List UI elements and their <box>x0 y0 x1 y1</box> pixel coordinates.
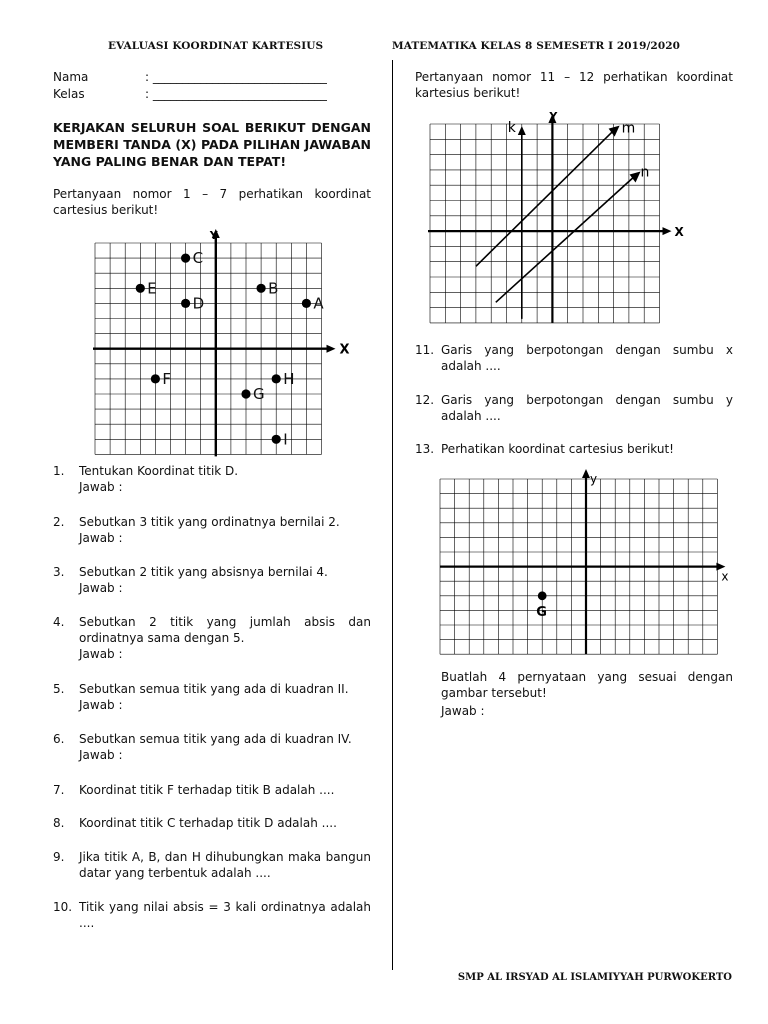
kelas-field[interactable] <box>145 86 327 102</box>
question-number: 7. <box>53 783 65 797</box>
question-number: 10. <box>53 900 73 914</box>
question-number: 6. <box>53 732 65 746</box>
question-number: 1. <box>53 464 65 478</box>
graph-3-point-g <box>538 591 547 600</box>
question-number: 8. <box>53 816 65 830</box>
graph-2-grid <box>430 124 660 323</box>
graph-1-point-i <box>272 435 281 444</box>
graph-2-label-n: n <box>640 164 650 181</box>
graph-2-line-m <box>476 129 616 267</box>
graph-2-line-k-arrow <box>518 126 526 135</box>
graph-2-x-label: X <box>674 225 684 240</box>
graph-1-label-i: I <box>283 430 288 449</box>
nama-blank: _____________________________ <box>152 70 327 84</box>
question-10 <box>53 899 371 931</box>
question-text: Jika titik A, B, dan H dihubungkan maka bangun datar yang terbentuk adalah .... <box>79 850 371 880</box>
question-number: 13. <box>415 442 435 456</box>
question-text: Sebutkan semua titik yang ada di kuadran IV. <box>79 732 352 746</box>
kelas-blank: _____________________________ <box>152 87 327 101</box>
graph-1-label-g: G <box>253 385 265 403</box>
graph-1-label-a: A <box>313 294 324 313</box>
graph-3-y-label: y <box>590 472 598 486</box>
question-8 <box>53 815 371 831</box>
nama-row <box>53 69 88 85</box>
answer-label[interactable]: Jawab : <box>79 647 123 661</box>
question-text: Koordinat titik F terhadap titik B adalah .... <box>79 783 335 797</box>
question-text: Sebutkan 2 titik yang absisnya bernilai 4. <box>79 565 328 579</box>
graph-1-label-e: E <box>147 279 157 298</box>
graph-3-x-label: x <box>721 569 729 584</box>
question-3 <box>53 564 371 596</box>
intro-2: Pertanyaan nomor 11 – 12 perhatikan koordinat kartesius berikut! <box>415 70 733 100</box>
graph-1-x-label: X <box>339 342 350 358</box>
answer-label[interactable]: Jawab : <box>79 531 123 545</box>
nama-label: Nama <box>53 70 89 84</box>
graph-1-point-a <box>302 299 311 308</box>
graph-1 <box>90 225 360 457</box>
question-right-2 <box>415 392 733 424</box>
question-text: Garis yang berpotongan dengan sumbu x adalah .... <box>441 343 733 373</box>
question-number: 4. <box>53 615 65 629</box>
question-number: 5. <box>53 682 65 696</box>
question-text: Titik yang nilai absis = 3 kali ordinatnya adalah .... <box>79 900 371 930</box>
graph-2-label-m: m <box>621 120 636 137</box>
graph-2 <box>425 108 687 330</box>
answer-label[interactable]: Jawab : <box>79 480 123 494</box>
graph-1-point-f <box>151 374 160 383</box>
question-text: Koordinat titik C terhadap titik D adalah .... <box>79 816 337 830</box>
answer-label[interactable]: Jawab : <box>79 748 123 762</box>
graph-1-label-c: C <box>192 249 204 268</box>
question-6 <box>53 731 371 763</box>
question-7 <box>53 782 371 798</box>
graph-1-point-b <box>257 284 266 293</box>
nama-field[interactable] <box>145 69 327 85</box>
graph-1-point-g <box>241 389 250 398</box>
question-4 <box>53 614 371 662</box>
kelas-colon: : <box>145 87 150 101</box>
intro-1: Pertanyaan nomor 1 – 7 perhatikan koordinat cartesius berikut! <box>53 187 371 217</box>
question-5 <box>53 681 371 713</box>
graph-1-label-d: D <box>192 294 205 313</box>
question-text: Tentukan Koordinat titik D. <box>79 464 239 478</box>
graph-2-axes <box>428 114 672 323</box>
graph-1-point-d <box>181 299 190 308</box>
task-13: Buatlah 4 pernyataan yang sesuai dengan gambar tersebut! <box>441 670 733 700</box>
header-right: MATEMATIKA KELAS 8 SEMESETR I 2019/2020 <box>392 40 681 52</box>
graph-2-y-label: Y <box>549 110 558 123</box>
question-right-1 <box>415 342 733 374</box>
question-text: Sebutkan semua titik yang ada di kuadran II. <box>79 682 349 696</box>
question-text: Sebutkan 3 titik yang ordinatnya bernilai 2. <box>79 515 340 529</box>
question-number: 2. <box>53 515 65 529</box>
graph-2-label-k: k <box>507 120 516 136</box>
graph-2-lines <box>476 120 650 319</box>
graph-2-line-n <box>496 174 637 302</box>
graph-1-x-arrow <box>327 345 336 353</box>
question-text: Garis yang berpotongan dengan sumbu y adalah .... <box>441 393 733 423</box>
question-number: 11. <box>415 343 435 357</box>
question-1 <box>53 463 371 495</box>
graph-3-axes <box>440 469 725 654</box>
question-2 <box>53 514 371 546</box>
graph-1-point-c <box>181 254 190 263</box>
question-9 <box>53 849 371 881</box>
graph-3 <box>435 468 735 660</box>
graph-1-y-label: Y <box>209 229 218 242</box>
answer-label[interactable]: Jawab : <box>79 698 123 712</box>
graph-2-line-n-arrow <box>630 171 641 182</box>
column-divider <box>392 60 393 970</box>
kelas-label: Kelas <box>53 87 85 101</box>
graph-1-point-e <box>136 284 145 293</box>
question-number: 12. <box>415 393 435 407</box>
task-13-answer[interactable]: Jawab : <box>441 704 485 718</box>
instruction: KERJAKAN SELURUH SOAL BERIKUT DENGAN MEMBERI TANDA (X) PADA PILIHAN JAWABAN YANG PALING BENAR DAN TEPAT! <box>53 120 371 169</box>
graph-3-label-g: G <box>536 604 547 620</box>
nama-colon: : <box>145 70 150 84</box>
graph-1-axes <box>93 229 336 456</box>
question-right-3 <box>415 441 733 457</box>
question-text: Perhatikan koordinat cartesius berikut! <box>441 442 674 456</box>
graph-1-label-h: H <box>283 369 295 388</box>
graph-1-label-f: F <box>162 369 172 388</box>
answer-label[interactable]: Jawab : <box>79 581 123 595</box>
question-number: 9. <box>53 850 65 864</box>
graph-2-x-arrow <box>663 227 672 235</box>
footer: SMP AL IRSYAD AL ISLAMIYYAH PURWOKERTO <box>457 972 732 983</box>
kelas-row <box>53 86 85 102</box>
graph-1-point-h <box>272 374 281 383</box>
graph-3-y-arrow <box>582 469 590 478</box>
header-left: EVALUASI KOORDINAT KARTESIUS <box>108 40 324 52</box>
question-number: 3. <box>53 565 65 579</box>
graph-1-label-b: B <box>268 279 279 298</box>
question-text: Sebutkan 2 titik yang jumlah absis dan ordinatnya sama dengan 5. <box>79 615 371 645</box>
